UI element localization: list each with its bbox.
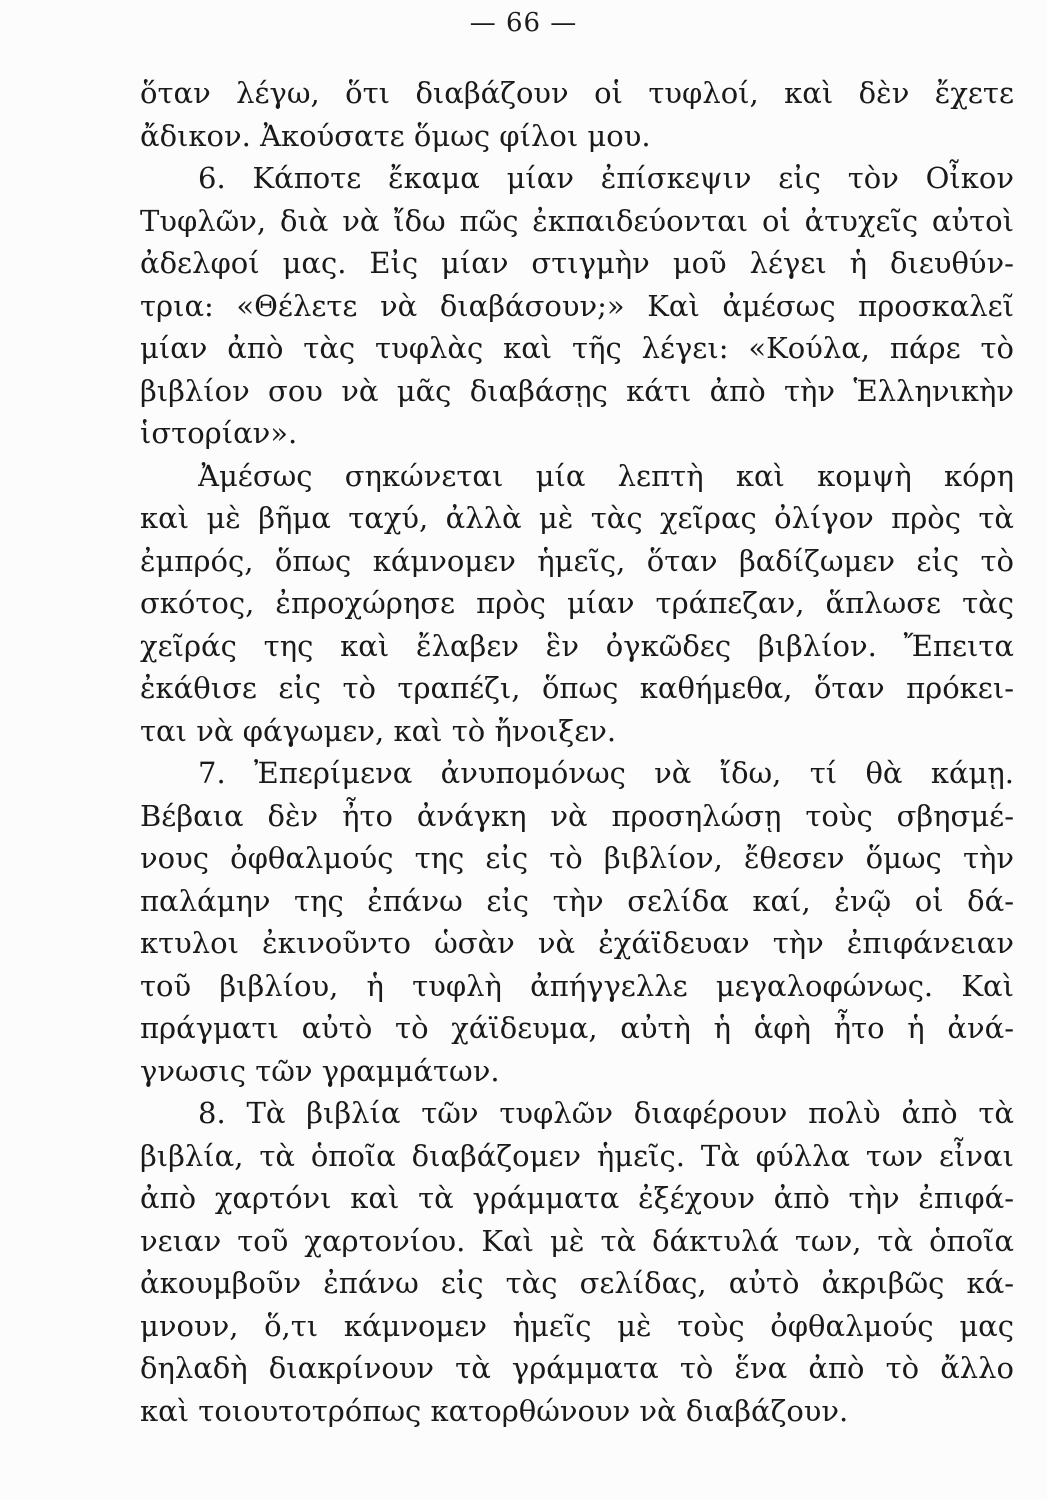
text-line: ἱστορίαν». [140,416,298,450]
text-line: ται νὰ φάγωμεν, καὶ τὸ ἤνοιξεν. [140,714,617,748]
text-line: ἀκουμβοῦν ἐπάνω εἰς τὰς σελίδας, αὐτὸ ἀκριβῶς κά- [140,1266,1014,1300]
text-line: μνουν, ὅ,τι κάμνομεν ἡμεῖς μὲ τοὺς ὀφθαλμούς μας [140,1309,1014,1343]
text-line: καὶ μὲ βῆμα ταχύ, ἀλλὰ μὲ τὰς χεῖρας ὀλίγον πρὸς τὰ [140,501,1014,535]
text-line: 6. Κάποτε ἔκαμα μίαν ἐπίσκεψιν εἰς τὸν Οἶκον [198,161,1014,195]
page-number: — 66 — [469,8,578,38]
text-line: Τυφλῶν, διὰ νὰ ἴδω πῶς ἐκπαιδεύονται οἱ ἀτυχεῖς αὐτοὶ [140,204,1014,238]
text-line: 7. Ἐπερίμενα ἀνυπομόνως νὰ ἴδω, τί θὰ κάμῃ. [198,756,1014,790]
text-line: νειαν τοῦ χαρτονίου. Καὶ μὲ τὰ δάκτυλά των, τὰ ὁποῖα [140,1224,1014,1258]
text-line: ἐκάθισε εἰς τὸ τραπέζι, ὅπως καθήμεθα, ὅταν πρόκει- [140,671,1014,705]
text-line: νους ὀφθαλμούς της εἰς τὸ βιβλίον, ἔθεσεν ὅμως τὴν [140,841,1014,875]
text-line: κτυλοι ἐκινοῦντο ὡσὰν νὰ ἐχάϊδευαν τὴν ἐπιφάνειαν [140,926,1014,960]
text-line: καὶ τοιουτοτρόπως κατορθώνουν νὰ διαβάζουν. [140,1394,849,1428]
text-line: Βέβαια δὲν ἦτο ἀνάγκη νὰ προσηλώσῃ τοὺς σβησμέ- [140,799,1014,833]
text-line: τρια: «Θέλετε νὰ διαβάσουν;» Καὶ ἀμέσως προσκαλεῖ [140,289,1014,323]
text-line: γνωσις τῶν γραμμάτων. [140,1054,500,1088]
text-line: ἐμπρός, ὅπως κάμνομεν ἡμεῖς, ὅταν βαδίζωμεν εἰς τὸ [140,544,1014,578]
text-line: ἄδικον. Ἀκούσατε ὅμως φίλοι μου. [140,119,651,153]
text-line: Ἀμέσως σηκώνεται μία λεπτὴ καὶ κομψὴ κόρη [198,459,1014,493]
text-line: δηλαδὴ διακρίνουν τὰ γράμματα τὸ ἕνα ἀπὸ τὸ ἄλλο [140,1351,1014,1385]
text-line: παλάμην της ἐπάνω εἰς τὴν σελίδα καί, ἐνῷ οἱ δά- [140,884,1014,918]
text-line: σκότος, ἐπροχώρησε πρὸς μίαν τράπεζαν, ἅπλωσε τὰς [140,586,1014,620]
text-line: ὅταν λέγω, ὅτι διαβάζουν οἱ τυφλοί, καὶ δὲν ἔχετε [140,76,1014,110]
text-line: πράγματι αὐτὸ τὸ χάϊδευμα, αὐτὴ ἡ ἁφὴ ἦτο ἡ ἀνά- [140,1011,1014,1045]
text-line: τοῦ βιβλίου, ἡ τυφλὴ ἀπήγγελλε μεγαλοφώνως. Καὶ [140,969,1014,1003]
text-line: 8. Τὰ βιβλία τῶν τυφλῶν διαφέρουν πολὺ ἀπὸ τὰ [198,1096,1014,1130]
text-line: βιβλίον σου νὰ μᾶς διαβάσῃς κάτι ἀπὸ τὴν Ἑλληνικὴν [140,374,1014,408]
text-line: μίαν ἀπὸ τὰς τυφλὰς καὶ τῆς λέγει: «Κούλα, πάρε τὸ [140,331,1014,365]
text-line: χεῖράς της καὶ ἔλαβεν ἓν ὀγκῶδες βιβλίον. Ἔπειτα [140,629,1014,663]
text-line: ἀδελφοί μας. Εἰς μίαν στιγμὴν μοῦ λέγει ἡ διευθύν- [140,246,1014,280]
text-line: βιβλία, τὰ ὁποῖα διαβάζομεν ἡμεῖς. Τὰ φύλλα των εἶναι [140,1139,1014,1173]
text-line: ἀπὸ χαρτόνι καὶ τὰ γράμματα ἐξέχουν ἀπὸ τὴν ἐπιφά- [140,1181,1014,1215]
